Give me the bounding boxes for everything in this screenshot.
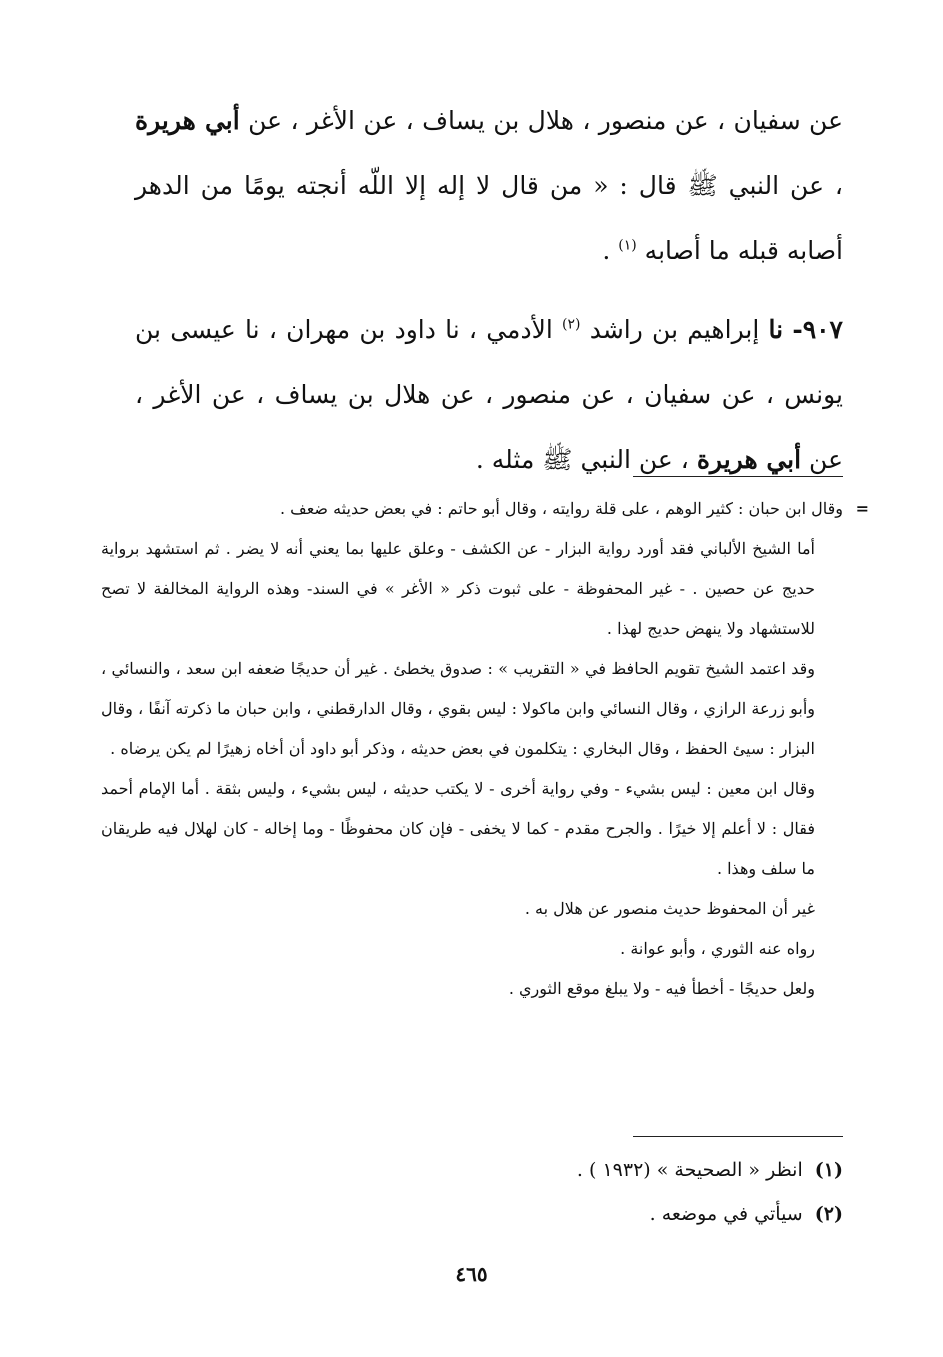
continuation-marker: = [855, 499, 869, 518]
commentary-paragraph: أما الشيخ الألباني فقد أورد رواية البزار - عن الكشف - وعلق عليها بما يعني أنه لا يضر . ثم استشهد برواية حديج عن حصين . - غير المحفوظة - على ثبوت ذكر « الأغر » في السند- وهذه الرواية المخالفة لا تصح للاستشهاد ولا ينهض حديج لهذا . [101, 539, 815, 638]
commentary-paragraph: رواه عنه الثوري ، وأبو عوانة . [620, 939, 815, 958]
commentary-paragraph: غير أن المحفوظ حديث منصور عن هلال به . [524, 899, 815, 918]
divider-line [633, 476, 843, 477]
narrator-name: أبي هريرة [696, 445, 802, 474]
hadith-paragraph-1: عن سفيان ، عن منصور ، هلال بن يساف ، عن الأغر ، عن أبي هريرة ، عن النبي ﷺ قال : « من قال لا إله إلا اللّه أنجته يومًا من الدهر أصابه قبله ما أصابه $^{(١)}$ . [135, 106, 843, 265]
footnote-2 [135, 1192, 843, 1236]
footnote-text: سيأتي في موضعه . [649, 1203, 803, 1225]
footnote-number: (١) [814, 1159, 843, 1181]
footnote-ref-2: (٢) [562, 316, 581, 333]
hadith-number: ٩٠٧- [792, 315, 843, 344]
footnote-text: انظر « الصحيحة » (١٩٣٢ ) . [576, 1159, 803, 1181]
commentary-section [101, 489, 869, 1009]
narrator-name: أبي هريرة [135, 106, 240, 135]
footnote-ref-1: (١) [618, 237, 637, 254]
page-number: ٤٦٥ [455, 1262, 488, 1286]
footnotes [135, 1148, 843, 1236]
hadith-paragraph-2: ٩٠٧- نا إبراهيم بن راشد $^{(٢)}$ الأدمي ، نا داود بن مهران ، نا عيسى بن يونس ، عن سفيان ، عن منصور ، عن هلال بن يساف ، عن الأغر ، عن أبي هريرة ، عن النبي ﷺ مثله . [135, 315, 843, 474]
commentary-paragraph: ولعل حديجًا - أخطأ فيه - ولا يبلغ موقع الثوري . [508, 979, 815, 998]
footnote-1 [135, 1148, 843, 1192]
main-text [135, 88, 843, 506]
commentary-paragraph: وقد اعتمد الشيخ تقويم الحافظ في « التقريب » : صدوق يخطئ . غير أن حديجًا ضعفه ابن سعد ، والنسائي ، وأبو زرعة الرازي ، وقال النسائي وابن ماكولا : ليس بقوي ، وقال الدارقطني ، وابن حبان ما ذكرته آنفًا ، وقال البزار : سيئ الحفظ ، وقال البخاري : يتكلمون في بعض حديثه ، وذكر أبو داود أن أخاه زهيرًا لم يكن يرضاه . [101, 659, 815, 758]
footnote-number: (٢) [814, 1203, 843, 1225]
commentary-paragraph: وقال ابن معين : ليس بشيء - وفي رواية أخرى - لا يكتب حديثه ، ليس بشيء ، وليس بثقة . أما الإمام أحمد فقال : لا أعلم إلا خيرًا . والجرح مقدم - كما لا يخفى - فإن كان محفوظًا - وما إخاله - كان لهلال فيه طريقان ما سلف وهذا . [101, 779, 815, 878]
footnote-divider [633, 1136, 843, 1137]
commentary-paragraph: وقال ابن حبان : كثير الوهم ، على قلة روايته ، وقال أبو حاتم : في بعض حديثه ضعف . [279, 499, 843, 518]
